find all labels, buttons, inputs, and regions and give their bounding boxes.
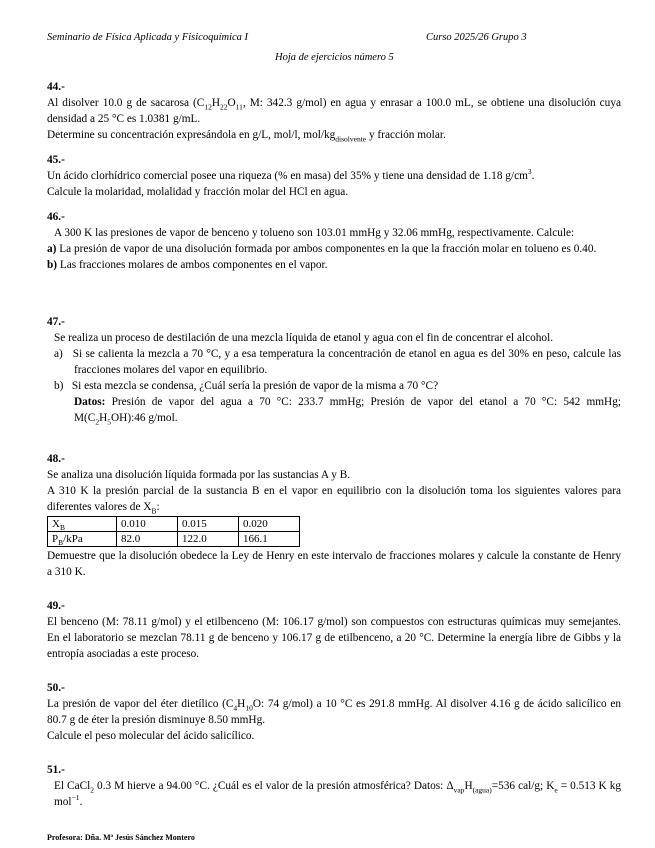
problem-text: A 310 K la presión parcial de la sustancia B en el vapor en equilibrio con la disolución toma los siguientes valores para diferentes valores de $X_B$: [47, 485, 621, 516]
problem-text: Al disolver 10.0 g de sacarosa ($C_{12}H_{22}O_{11}$, M: 342.3 g/mol) en agua y enrasar a 100.0 mL, se obtiene una disolución cuya densidad a 25 °C es 1.0381 g/mL. [47, 97, 621, 125]
problem-question: Demuestre que la disolución obedece la Ley de Henry en este intervalo de fracciones molares y calcule la constante de Henry a 310 K. [47, 550, 621, 578]
course-info: Curso 2025/26 Grupo 3 [426, 32, 527, 43]
problem-number: 48.- [47, 453, 65, 465]
table-cell: 122.0 [178, 532, 239, 547]
data-table [47, 516, 300, 547]
problem-part-b: b) Las fracciones molares de ambos componentes en el vapor. [47, 259, 328, 271]
table-cell: $X_B$ [48, 517, 117, 532]
problem-45 [47, 152, 621, 200]
table-cell: 82.0 [117, 532, 178, 547]
seminar-title: Seminario de Física Aplicada y Fisicoquímica I [47, 32, 249, 43]
table-row [48, 517, 300, 532]
problem-part-a: a) La presión de vapor de una disolución formada por ambos componentes en la que la fracción molar en tolueno es 0.40. [47, 243, 597, 255]
problem-number: 46.- [47, 211, 65, 223]
table-cell: 166.1 [239, 532, 300, 547]
problem-text: A 300 K las presiones de vapor de benceno y tolueno son 103.01 mmHg y 32.06 mmHg, respectivamente. Calcule: [54, 227, 575, 239]
problem-question: Calcule la molaridad, molalidad y fracción molar del HCl en agua. [47, 186, 349, 198]
problem-number: 50.- [47, 682, 65, 694]
problem-number: 47.- [47, 316, 65, 328]
table-cell: 0.015 [178, 517, 239, 532]
problem-number: 51.- [47, 764, 65, 776]
problem-51 [47, 762, 621, 810]
sheet-title: Hoja de ejercicios número 5 [275, 52, 394, 63]
problem-text: Se realiza un proceso de destilación de una mezcla líquida de etanol y agua con el fin de concentrar el alcohol. [54, 332, 554, 344]
problem-part-a: a) Si se calienta la mezcla a 70 °C, y a esa temperatura la concentración de etanol en agua es del 30% en peso, calcule las fracciones molares del vapor en equilibrio. [54, 348, 621, 376]
problem-part-b: b) Si esta mezcla se condensa, ¿Cuál sería la presión de vapor de la misma a 70 °C? [54, 380, 439, 392]
problem-50 [47, 680, 621, 744]
problem-49 [47, 598, 621, 662]
table-cell: $P_B$/kPa [48, 532, 117, 547]
problem-number: 49.- [47, 600, 65, 612]
problem-number: 45.- [47, 154, 65, 166]
problem-text: El benceno (M: 78.11 g/mol) y el etilbenceno (M: 106.17 g/mol) son compuestos con estructuras químicas muy semejantes. En el laboratorio se mezclan 78.11 g de benceno y 106.17 g de etilbenceno, a 20 °C. Determine la energía libre de Gibbs y la entropía asociadas a este proceso. [47, 616, 621, 660]
table-cell: 0.010 [117, 517, 178, 532]
problem-48 [47, 451, 621, 580]
problem-text: Un ácido clorhídrico comercial posee una riqueza (% en masa) del 35% y tiene una densidad de 1.18 $g/cm^3$. [47, 167, 535, 182]
table-row [48, 532, 300, 547]
problem-question: Calcule el peso molecular del ácido salicílico. [47, 730, 255, 742]
problem-text: El CaCl$_2$ 0.3 M hierve a 94.00 °C. ¿Cuál es el valor de la presión atmosférica? Datos: $\Delta_{vap}H_{(agua)}=536$ cal/g; $K_e = 0.513$ K kg mol$^{-1}$. [54, 780, 621, 808]
problem-text: La presión de vapor del éter dietílico ($C_4H_{10}O$: 74 g/mol) a 10 °C es 291.8 mmHg. Al disolver 4.16 g de ácido salicílico en 80.7 g de éter la presión disminuye 8.50 mmHg. [47, 698, 622, 726]
problem-47 [47, 314, 621, 426]
problem-46 [47, 209, 621, 273]
problem-number: 44.- [47, 81, 65, 93]
problem-44 [47, 79, 621, 143]
problem-data: Datos: Presión de vapor del agua a 70 °C: 233.7 mmHg; Presión de vapor del etanol a 70 °C: 542 mmHg; $M(C_2H_5OH):46$ g/mol. [74, 396, 621, 427]
problem-question: Determine su concentración expresándola en g/L, mol/l, mol/$kg_{disolvente}$ y fracción molar. [47, 129, 446, 144]
table-cell: 0.020 [239, 517, 300, 532]
problem-text: Se analiza una disolución líquida formada por las sustancias A y B. [47, 469, 351, 481]
professor-footer: Profesora: Dña. Mª Jesús Sánchez Montero [47, 833, 195, 842]
